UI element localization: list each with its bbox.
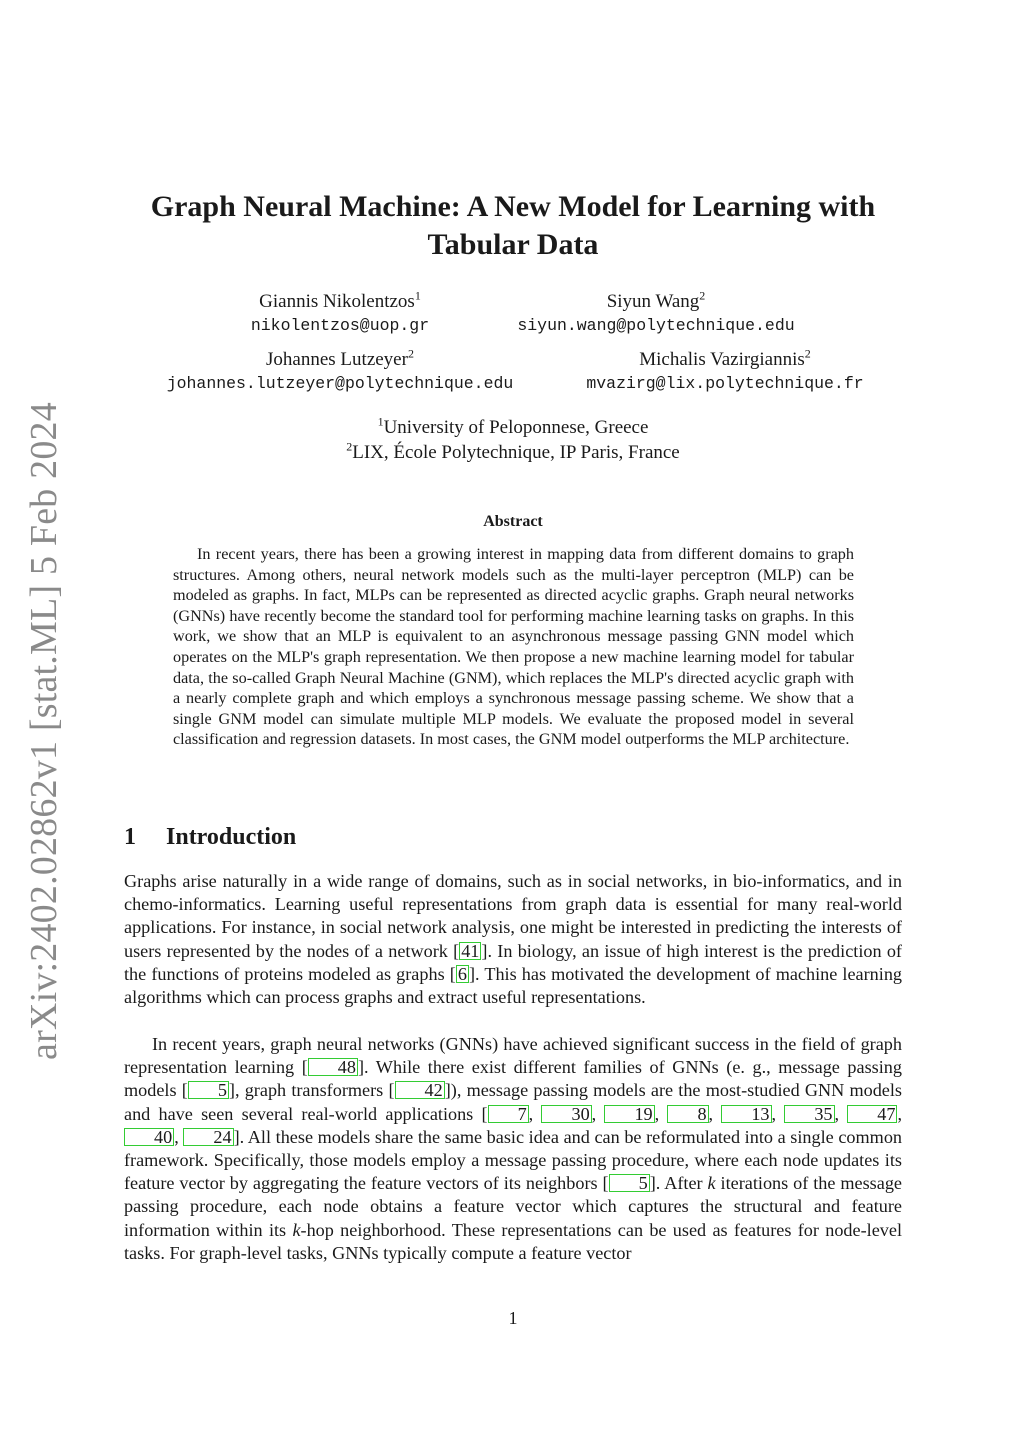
author-affiliation-mark: 1: [414, 288, 421, 303]
math-k: k: [292, 1219, 301, 1240]
author-name: Johannes Lutzeyer: [266, 349, 408, 370]
section-title: Introduction: [166, 824, 297, 850]
citation-link[interactable]: 35: [784, 1105, 834, 1123]
citation-link[interactable]: 13: [721, 1105, 771, 1123]
math-k: k: [707, 1173, 716, 1194]
citation-link[interactable]: 47: [847, 1105, 897, 1123]
author-affiliation-mark: 2: [804, 346, 811, 361]
abstract-heading: Abstract: [483, 513, 543, 530]
affiliation-2: $^2$LIX, École Polytechnique, IP Paris, France: [346, 439, 680, 463]
author-affiliation-mark: 2: [699, 288, 706, 303]
affiliation-1: $^1$University of Peloponnese, Greece: [377, 414, 649, 438]
citation-link[interactable]: 8: [667, 1105, 708, 1123]
author-affiliation-mark: 2: [407, 346, 414, 361]
author-email[interactable]: siyun.wang@polytechnique.edu: [517, 316, 795, 335]
author-email[interactable]: nikolentzos@uop.gr: [250, 316, 430, 335]
citation-link[interactable]: 30: [541, 1105, 591, 1123]
author-name: Michalis Vazirgiannis: [639, 349, 805, 370]
citation-link[interactable]: 7: [488, 1105, 529, 1123]
citation-link[interactable]: 40: [124, 1128, 174, 1146]
author-block-1: [200, 290, 480, 338]
author-email[interactable]: johannes.lutzeyer@polytechnique.edu: [166, 374, 514, 393]
author-block-3: [140, 348, 540, 396]
citation-link[interactable]: 24: [183, 1128, 233, 1146]
author-email[interactable]: mvazirg@lix.polytechnique.fr: [586, 374, 864, 393]
abstract-text: In recent years, there has been a growing interest in mapping data from different domains to graph structures. Among others, neural network models such as the multi-layer perceptron (MLP) can be modeled as graphs. In fact, MLPs can be represented as directed acyclic graphs. Graph neural networks (GNNs) have recently become the standard tool for performing machine learning tasks on graphs. In this work, we show that an MLP is equivalent to an asynchronous message passing GNN model which operates on the MLP's graph representation. We then propose a new machine learning model for tabular data, the so-called Graph Neural Machine (GNM), which replaces the MLP's directed acyclic graph with a nearly complete graph and which employs a synchronous message passing scheme. We show that a single GNM model can simulate multiple MLP models. We evaluate the proposed model in several classification and regression datasets. In most cases, the GNM model outperforms the MLP architecture.: [173, 545, 854, 749]
intro-paragraph-1: Graphs arise naturally in a wide range of domains, such as in social networks, in bio-informatics, and in chemo-informatics. Learning useful representations from graph data is essential for many real-world applications. For instance, in social network analysis, one might be interested in predicting the interests of users represented by the nodes of a network [ 41 ]. In biology, an issue of high interest is the prediction of the functions of proteins modeled as graphs [ 6 ]. This has motivated the development of machine learning algorithms which can process graphs and extract useful representations.: [124, 871, 903, 1008]
citation-link[interactable]: 42: [395, 1081, 445, 1099]
citation-link[interactable]: 19: [604, 1105, 654, 1123]
citation-link[interactable]: 41: [461, 940, 480, 961]
author-block-4: [560, 348, 890, 396]
section-number: 1: [124, 824, 136, 850]
section-heading: [124, 822, 902, 852]
author-name: Siyun Wang: [606, 291, 700, 312]
citation-link[interactable]: 5: [188, 1081, 229, 1099]
author-block-2: [466, 290, 846, 338]
citation-link[interactable]: 5: [609, 1174, 650, 1192]
citation-link[interactable]: 6: [457, 963, 467, 984]
arxiv-identifier: arXiv:2402.02862v1 [stat.ML] 5 Feb 2024: [23, 402, 65, 1060]
paper-title: Graph Neural Machine: A New Model for Learning with Tabular Data: [150, 190, 876, 261]
citation-link[interactable]: 48: [308, 1058, 358, 1076]
intro-paragraph-2: In recent years, graph neural networks (GNNs) have achieved significant success in the field of graph representation learning [ 48 ]. While there exist different families of GNNs (e. g., message passing models [ 5 ], graph transformers [ 42 ]), message passing models are the most-studied GNN models and have seen several real-world applications [ 7 , 30 , 19 , 8 , 13 , 35 , 47 , 40 , 24 ]. All these models share the same basic idea and can be reformulated into a single common framework. Specifically, those models employ a message passing procedure, where each node updates its feature vector by aggregating the feature vectors of its neighbors [ 5 ]. After k iterations of the message passing procedure, each node obtains a feature vector which captures the structural and feature information within its k-hop neighborhood. These representations can be used as features for node-level tasks. For graph-level tasks, GNNs typically compute a feature vector: [124, 1034, 903, 1263]
page-number: 1: [508, 1308, 518, 1328]
author-name: Giannis Nikolentzos: [259, 291, 415, 312]
